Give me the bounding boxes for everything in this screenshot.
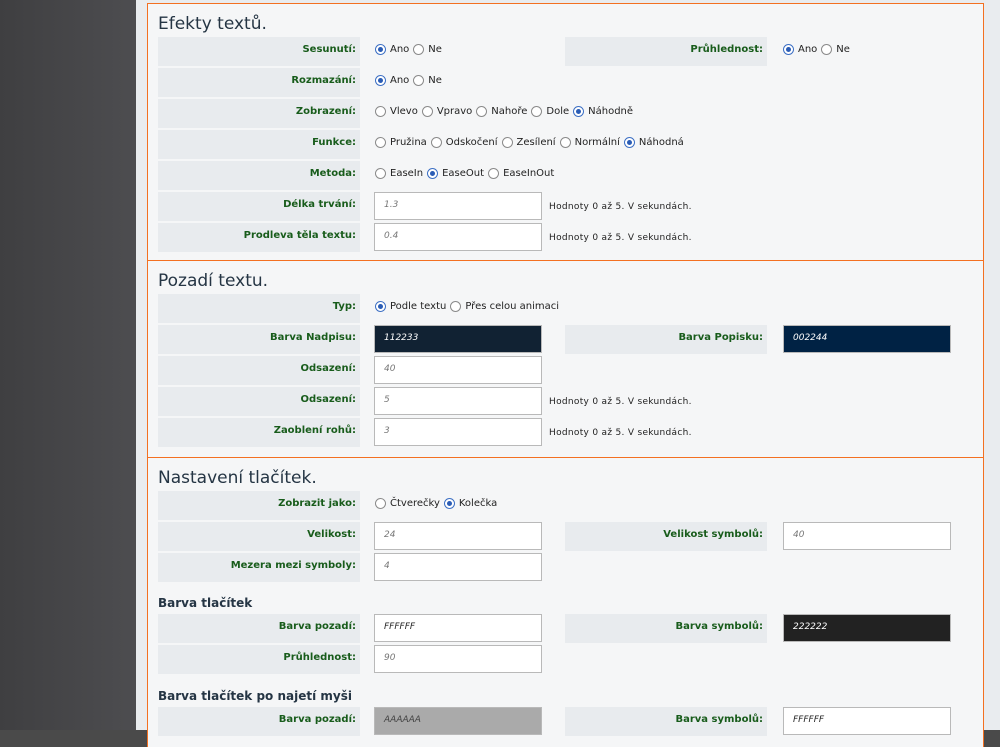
method-easein-radio[interactable]: [375, 168, 386, 179]
blur-no-radio[interactable]: [413, 75, 424, 86]
duration-input[interactable]: 1.3: [374, 192, 542, 220]
duration-label: Délka trvání:: [283, 199, 356, 210]
display-right-radio[interactable]: [422, 106, 433, 117]
function-normal-radio[interactable]: [560, 137, 571, 148]
method-easeout-radio[interactable]: [427, 168, 438, 179]
section-title: Nastavení tlačítek.: [158, 468, 317, 488]
show-as-squares-radio[interactable]: [375, 498, 386, 509]
rounding-row: [158, 418, 974, 447]
heading-color-label: Barva Nadpisu:: [270, 332, 356, 343]
shift-label: Sesunutí:: [302, 44, 356, 55]
shift-no-radio[interactable]: [413, 44, 424, 55]
opacity-label: Průhlednost:: [283, 652, 356, 663]
blur-row: [158, 68, 974, 97]
delay-hint: Hodnoty 0 až 5. V sekundách.: [549, 233, 692, 243]
function-radio-group: Pružina Odskočení Zesílení Normální Náhodná: [375, 137, 688, 148]
heading-color-row: [158, 325, 974, 354]
shift-radio-group: Ano Ne: [375, 44, 446, 55]
shift-row: [158, 37, 974, 66]
method-row: [158, 161, 974, 190]
size-label: Velikost:: [307, 529, 356, 540]
type-by-text-radio[interactable]: [375, 301, 386, 312]
display-radio-group: Vlevo Vpravo Nahoře Dole Náhodně: [375, 106, 637, 117]
text-effects-section: [147, 3, 984, 261]
display-random-radio[interactable]: [573, 106, 584, 117]
opacity-input[interactable]: 90: [374, 645, 542, 673]
offset2-input[interactable]: 5: [374, 387, 542, 415]
section-title: Efekty textů.: [158, 14, 267, 34]
left-sidebar: [0, 0, 136, 730]
display-row: [158, 99, 974, 128]
spacing-label: Mezera mezi symboly:: [230, 560, 356, 571]
rounding-hint: Hodnoty 0 až 5. V sekundách.: [549, 428, 692, 438]
transparency-yes-radio[interactable]: [783, 44, 794, 55]
show-as-circles-radio[interactable]: [444, 498, 455, 509]
function-random-radio[interactable]: [624, 137, 635, 148]
transparency-label: Průhlednost:: [690, 44, 763, 55]
offset-input[interactable]: 40: [374, 356, 542, 384]
spacing-input[interactable]: 4: [374, 553, 542, 581]
show-as-radio-group: Čtverečky Kolečka: [375, 498, 501, 509]
hover-symbol-label: Barva symbolů:: [675, 714, 763, 725]
type-label: Typ:: [332, 301, 356, 312]
display-top-radio[interactable]: [476, 106, 487, 117]
offset2-label: Odsazení:: [300, 394, 356, 405]
bg-color-label: Barva pozadí:: [278, 621, 356, 632]
size-input[interactable]: 24: [374, 522, 542, 550]
opacity-row: [158, 645, 974, 674]
symbol-size-label: Velikost symbolů:: [663, 529, 763, 540]
delay-label: Prodleva těla textu:: [243, 230, 356, 241]
display-left-radio[interactable]: [375, 106, 386, 117]
hover-symbol-input[interactable]: FFFFFF: [783, 707, 951, 735]
duration-hint: Hodnoty 0 až 5. V sekundách.: [549, 202, 692, 212]
type-radio-group: Podle textu Přes celou animaci: [375, 301, 563, 312]
offset2-row: [158, 387, 974, 416]
spacing-row: [158, 553, 974, 582]
function-label: Funkce:: [312, 137, 356, 148]
shift-yes-radio[interactable]: [375, 44, 386, 55]
method-label: Metoda:: [309, 168, 356, 179]
show-as-label: Zobrazit jako:: [278, 498, 356, 509]
method-easeinout-radio[interactable]: [488, 168, 499, 179]
hover-colors-heading: Barva tlačítek po najetí myši: [158, 689, 352, 703]
blur-label: Rozmazání:: [291, 75, 356, 86]
function-amplify-radio[interactable]: [502, 137, 513, 148]
text-background-section: [147, 260, 984, 458]
type-whole-animation-radio[interactable]: [450, 301, 461, 312]
size-row: [158, 522, 974, 551]
transparency-radio-group: Ano Ne: [783, 44, 854, 55]
caption-color-input[interactable]: 002244: [783, 325, 951, 353]
blur-radio-group: Ano Ne: [375, 75, 446, 86]
function-spring-radio[interactable]: [375, 137, 386, 148]
hover-color-row: [158, 707, 974, 736]
transparency-no-radio[interactable]: [821, 44, 832, 55]
symbol-size-input[interactable]: 40: [783, 522, 951, 550]
offset-row: [158, 356, 974, 385]
button-colors-heading: Barva tlačítek: [158, 596, 253, 610]
section-title: Pozadí textu.: [158, 271, 269, 291]
symbol-color-label: Barva symbolů:: [675, 621, 763, 632]
bg-color-input[interactable]: FFFFFF: [374, 614, 542, 642]
rounding-input[interactable]: 3: [374, 418, 542, 446]
hover-bg-input[interactable]: AAAAAA: [374, 707, 542, 735]
rounding-label: Zaoblení rohů:: [273, 425, 356, 436]
delay-row: [158, 223, 974, 252]
offset-label: Odsazení:: [300, 363, 356, 374]
offset2-hint: Hodnoty 0 až 5. V sekundách.: [549, 397, 692, 407]
show-as-row: [158, 491, 974, 520]
symbol-color-input[interactable]: 222222: [783, 614, 951, 642]
function-row: [158, 130, 974, 159]
method-radio-group: EaseIn EaseOut EaseInOut: [375, 168, 558, 179]
function-bounce-radio[interactable]: [431, 137, 442, 148]
display-bottom-radio[interactable]: [531, 106, 542, 117]
heading-color-input[interactable]: 112233: [374, 325, 542, 353]
delay-input[interactable]: 0.4: [374, 223, 542, 251]
blur-yes-radio[interactable]: [375, 75, 386, 86]
bg-color-row: [158, 614, 974, 643]
hover-bg-label: Barva pozadí:: [278, 714, 356, 725]
duration-row: [158, 192, 974, 221]
caption-color-label: Barva Popisku:: [678, 332, 763, 343]
buttons-section: [147, 457, 984, 747]
display-label: Zobrazení:: [295, 106, 356, 117]
type-row: [158, 294, 974, 323]
